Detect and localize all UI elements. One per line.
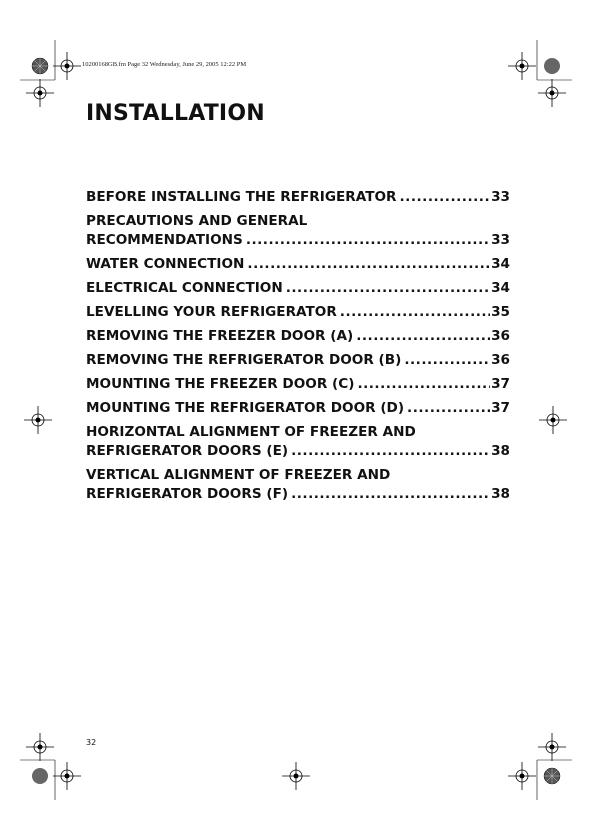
toc-entry-page: 38 bbox=[491, 486, 510, 502]
toc-entry-page: 36 bbox=[491, 328, 510, 344]
toc-entry-page: 38 bbox=[491, 443, 510, 459]
toc-entry[interactable] bbox=[86, 327, 510, 346]
toc-leader-dots bbox=[400, 188, 491, 207]
toc-entry-label: REFRIGERATOR DOORS (F) bbox=[86, 486, 289, 502]
toc-entry[interactable] bbox=[86, 375, 510, 394]
toc-leader-dots bbox=[357, 375, 490, 394]
toc-leader-dots bbox=[407, 399, 490, 418]
toc-entry[interactable] bbox=[86, 212, 510, 250]
toc-entry[interactable] bbox=[86, 255, 510, 274]
toc-entry[interactable] bbox=[86, 188, 510, 207]
toc-entry-page: 37 bbox=[491, 400, 510, 416]
toc-entry-title-line: HORIZONTAL ALIGNMENT OF FREEZER AND bbox=[86, 424, 416, 440]
toc-leader-dots bbox=[340, 303, 490, 322]
toc-leader-dots bbox=[404, 351, 490, 370]
toc-entry[interactable] bbox=[86, 399, 510, 418]
toc-entry-label: REFRIGERATOR DOORS (E) bbox=[86, 443, 289, 459]
toc-entry-label: REMOVING THE FREEZER DOOR (A) bbox=[86, 328, 354, 344]
toc-entry[interactable] bbox=[86, 466, 510, 504]
file-info-header: 10200168GB.fm Page 32 Wednesday, June 29, 2005 12:22 PM bbox=[82, 61, 247, 68]
toc-entry-page: 36 bbox=[491, 352, 510, 368]
toc-leader-dots bbox=[291, 485, 490, 504]
toc-entry-page: 33 bbox=[491, 189, 510, 205]
toc-entry-page: 33 bbox=[491, 232, 510, 248]
toc-leader-dots bbox=[247, 255, 490, 274]
toc-entry-label: ELECTRICAL CONNECTION bbox=[86, 280, 283, 296]
page-title: INSTALLATION bbox=[86, 101, 265, 126]
toc-entry-label: LEVELLING YOUR REFRIGERATOR bbox=[86, 304, 337, 320]
toc-entry-label: WATER CONNECTION bbox=[86, 256, 245, 272]
toc-entry[interactable] bbox=[86, 351, 510, 370]
toc-leader-dots bbox=[356, 327, 490, 346]
page-number: 32 bbox=[86, 738, 97, 747]
toc-entry-label: MOUNTING THE FREEZER DOOR (C) bbox=[86, 376, 355, 392]
toc-entry[interactable] bbox=[86, 279, 510, 298]
toc-entry-page: 35 bbox=[491, 304, 510, 320]
toc-leader-dots bbox=[291, 442, 490, 461]
toc-entry[interactable] bbox=[86, 423, 510, 461]
toc-entry-label: RECOMMENDATIONS bbox=[86, 232, 243, 248]
toc-entry-title-line: PRECAUTIONS AND GENERAL bbox=[86, 213, 308, 229]
toc-entry-label: BEFORE INSTALLING THE REFRIGERATOR bbox=[86, 189, 397, 205]
toc-entry-page: 34 bbox=[491, 256, 510, 272]
table-of-contents bbox=[86, 188, 510, 509]
toc-entry-label: REMOVING THE REFRIGERATOR DOOR (B) bbox=[86, 352, 402, 368]
toc-entry-title-line: VERTICAL ALIGNMENT OF FREEZER AND bbox=[86, 467, 391, 483]
toc-entry-page: 34 bbox=[491, 280, 510, 296]
toc-leader-dots bbox=[246, 231, 490, 250]
toc-entry-label: MOUNTING THE REFRIGERATOR DOOR (D) bbox=[86, 400, 405, 416]
toc-entry-page: 37 bbox=[491, 376, 510, 392]
toc-entry[interactable] bbox=[86, 303, 510, 322]
toc-leader-dots bbox=[286, 279, 490, 298]
